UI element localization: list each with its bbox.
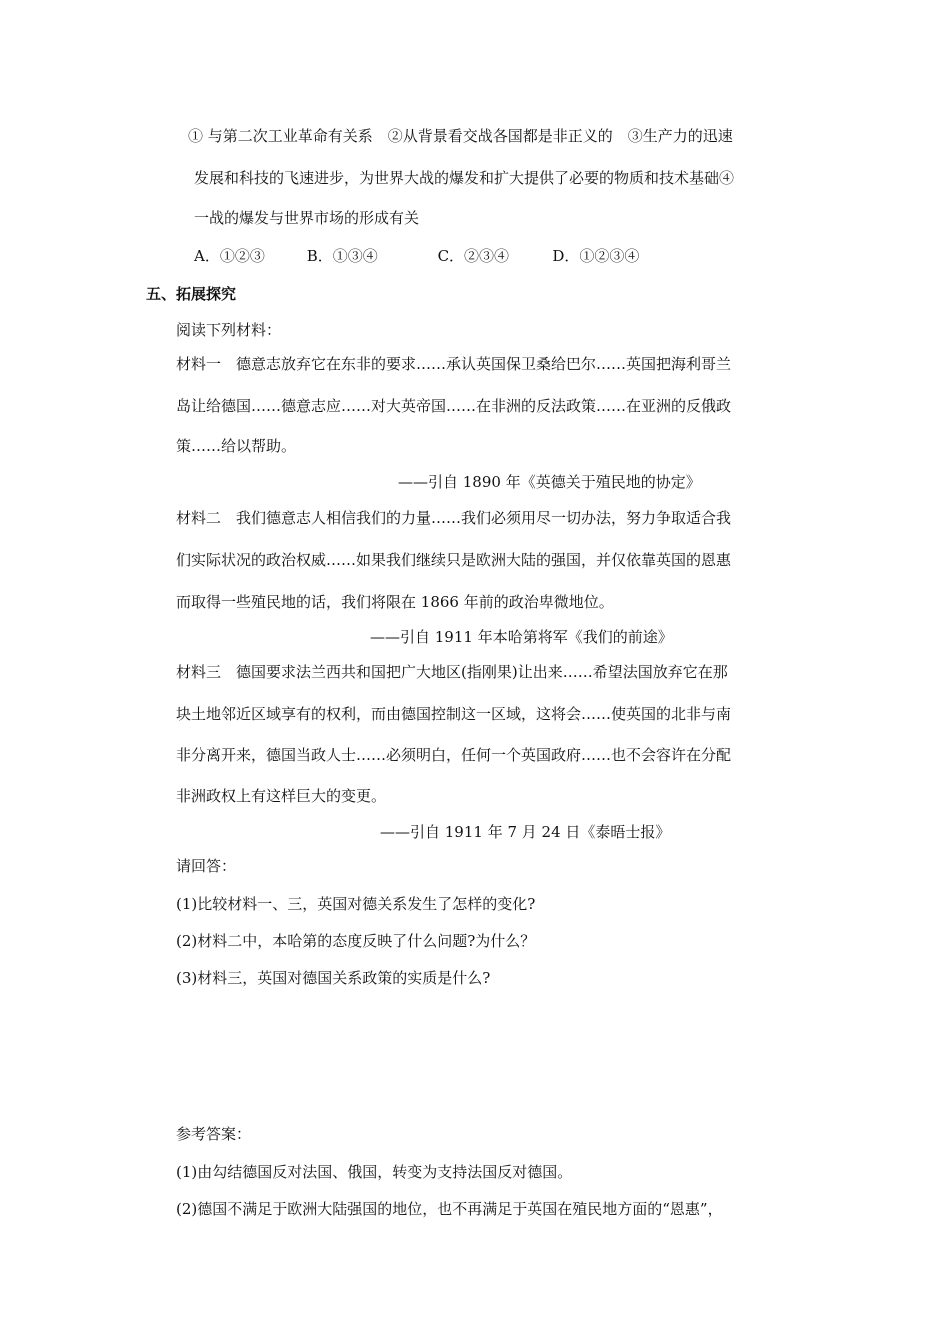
answer-2: (2)德国不满足于欧洲大陆强国的地位，也不再满足于英国在殖民地方面的“恩惠”， (176, 1200, 723, 1218)
answer-1: (1)由勾结德国反对法国、俄国，转变为支持法国反对德国。 (176, 1163, 573, 1181)
question-2: (2)材料二中，本哈第的态度反映了什么问题?为什么？ (176, 932, 536, 950)
material1-line-1: 材料一 德意志放弃它在东非的要求……承认英国保卫桑给巴尔……英国把海利哥兰 (176, 355, 732, 373)
question-1: (1)比较材料一、三，英国对德关系发生了怎样的变化? (176, 895, 536, 913)
option-c: C．②③④ (437, 247, 510, 265)
material3-line-3: 非分离开来，德国当政人士……必须明白，任何一个英国政府……也不会容许在分配 (176, 746, 732, 764)
question-3: (3)材料三，英国对德国关系政策的实质是什么? (176, 969, 491, 987)
question-line-3: 一战的爆发与世界市场的形成有关 (194, 209, 420, 227)
option-d: D．①②③④ (552, 247, 640, 265)
material1-line-2: 岛让给德国……德意志应……对大英帝国……在非洲的反法政策……在亚洲的反俄政 (176, 397, 732, 415)
material1-line-3: 策……给以帮助。 (176, 437, 297, 455)
material3-line-1: 材料三 德国要求法兰西共和国把广大地区(指刚果)让出来……希望法国放弃它在那 (176, 663, 728, 681)
answers-heading: 参考答案： (176, 1125, 252, 1143)
section-heading: 五、拓展探究 (146, 285, 237, 303)
answer-options (194, 246, 639, 266)
questions-prompt: 请回答： (176, 857, 237, 875)
material1-source: ——引自 1890 年《英德关于殖民地的协定》 (398, 473, 701, 491)
material2-source: ——引自 1911 年本哈第将军《我们的前途》 (370, 628, 673, 646)
section-intro: 阅读下列材料： (176, 321, 282, 339)
question-line-1: ① 与第二次工业革命有关系 ②从背景看交战各国都是非正义的 ③生产力的迅速 (188, 127, 733, 145)
option-a: A．①②③ (194, 247, 265, 265)
option-b: B．①③④ (306, 247, 378, 265)
material3-line-2: 块土地邻近区域享有的权利，而由德国控制这一区域，这将会……使英国的北非与南 (176, 705, 732, 723)
material2-line-1: 材料二 我们德意志人相信我们的力量……我们必须用尽一切办法，努力争取适合我 (176, 509, 732, 527)
material3-source: ——引自 1911 年 7 月 24 日《泰晤士报》 (380, 823, 671, 841)
material3-line-4: 非洲政权上有这样巨大的变更。 (176, 787, 387, 805)
question-line-2: 发展和科技的飞速进步，为世界大战的爆发和扩大提供了必要的物质和技术基础④ (194, 169, 735, 187)
material2-line-2: 们实际状况的政治权威……如果我们继续只是欧洲大陆的强国，并仅依靠英国的恩惠 (176, 551, 732, 569)
material2-line-3: 而取得一些殖民地的话，我们将限在 1866 年前的政治卑微地位。 (176, 593, 614, 611)
